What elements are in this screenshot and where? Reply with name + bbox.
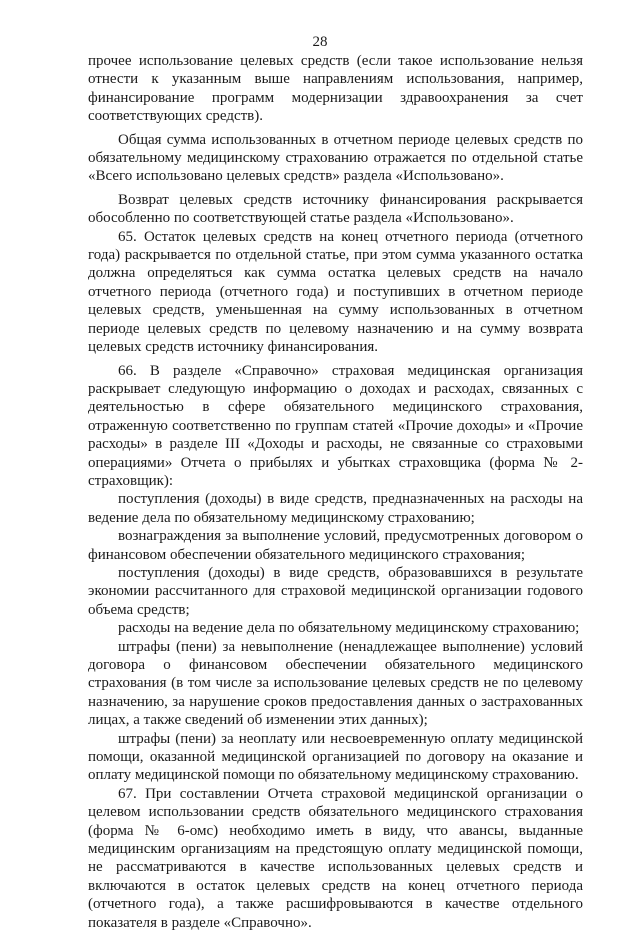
document-body xyxy=(88,52,583,932)
paragraph-66: 66. В разделе «Справочно» страховая медицинская организация раскрывает следующую информацию о доходах и расходах, связанных с деятельностью в сфере обязательного медицинского страхования, отраженную соответственно по группам статей «Прочие доходы» и «Прочие расходы» в разделе III «Доходы и расходы, не связанные со страховыми операциями» Отчета о прибылях и убытках страховщика (форма № 2-страховщик): xyxy=(88,362,583,489)
paragraph-67: 67. При составлении Отчета страховой медицинской организации о целевом использовании средств обязательного медицинского страхования (форма № 6-омс) необходимо иметь в виду, что авансы, выданные медицинским организациям на предстоящую оплату медицинской помощи, не рассматриваются в качестве использованных целевых средств и включаются в остаток целевых средств на конец отчетного периода (отчетного года), а также расшифровываются в качестве отдельного показателя в разделе «Справочно». xyxy=(88,785,583,931)
paragraph-total-used: Общая сумма использованных в отчетном периоде целевых средств по обязательному медицинскому страхованию отражается по отдельной статье «Всего использовано целевых средств» раздела «Использовано». xyxy=(88,131,583,185)
list-item-rewards: вознаграждения за выполнение условий, предусмотренных договором о финансовом обеспечении обязательного медицинского страхования; xyxy=(88,528,583,563)
page-number: 28 xyxy=(312,34,328,50)
paragraph-continuation: прочее использование целевых средств (если такое использование нельзя отнести к указанным выше направлениям использования, например, финансирование программ модернизации здравоохранения за счет соответствующих средств). xyxy=(88,53,583,125)
list-item-savings: поступления (доходы) в виде средств, образовавшихся в результате экономии рассчитанного для страховой медицинской организации годового объема средств; xyxy=(88,564,583,618)
list-item-expenses: расходы на ведение дела по обязательному медицинскому страхованию; xyxy=(118,620,580,637)
list-item-penalties-nonpayment: штрафы (пени) за неоплату или несвоевременную оплату медицинской помощи, оказанной медицинской организацией по договору на оказание и оплату медицинской помощи по обязательному медицинскому страхованию. xyxy=(88,730,583,784)
paragraph-65: 65. Остаток целевых средств на конец отчетного периода (отчетного года) раскрывается по отдельной статье, при этом сумма указанного остатка должна определяться как сумма остатка целевых средств на начало отчетного периода (отчетного года) и поступивших в отчетном периоде целевых средств, уменьшенная на сумму использованных в отчетном периоде целевых средств по целевому назначению и на сумму возврата целевых средств источнику финансирования. xyxy=(88,228,583,356)
paragraph-return-funds: Возврат целевых средств источнику финансирования раскрывается обособленно по соответствующей статье раздела «Использовано». xyxy=(88,191,583,227)
list-item-income: поступления (доходы) в виде средств, предназначенных на расходы на ведение дела по обязательному медицинскому страхованию; xyxy=(88,491,583,526)
list-item-penalties-contract: штрафы (пени) за невыполнение (ненадлежащее выполнение) условий договора о финансовом обеспечении обязательного медицинского страхования (в том числе за использование целевых средств не по целевому назначению, за нарушение сроков предоставления данных о застрахованных лицах, а также сведений об изменении этих данных); xyxy=(88,638,583,729)
